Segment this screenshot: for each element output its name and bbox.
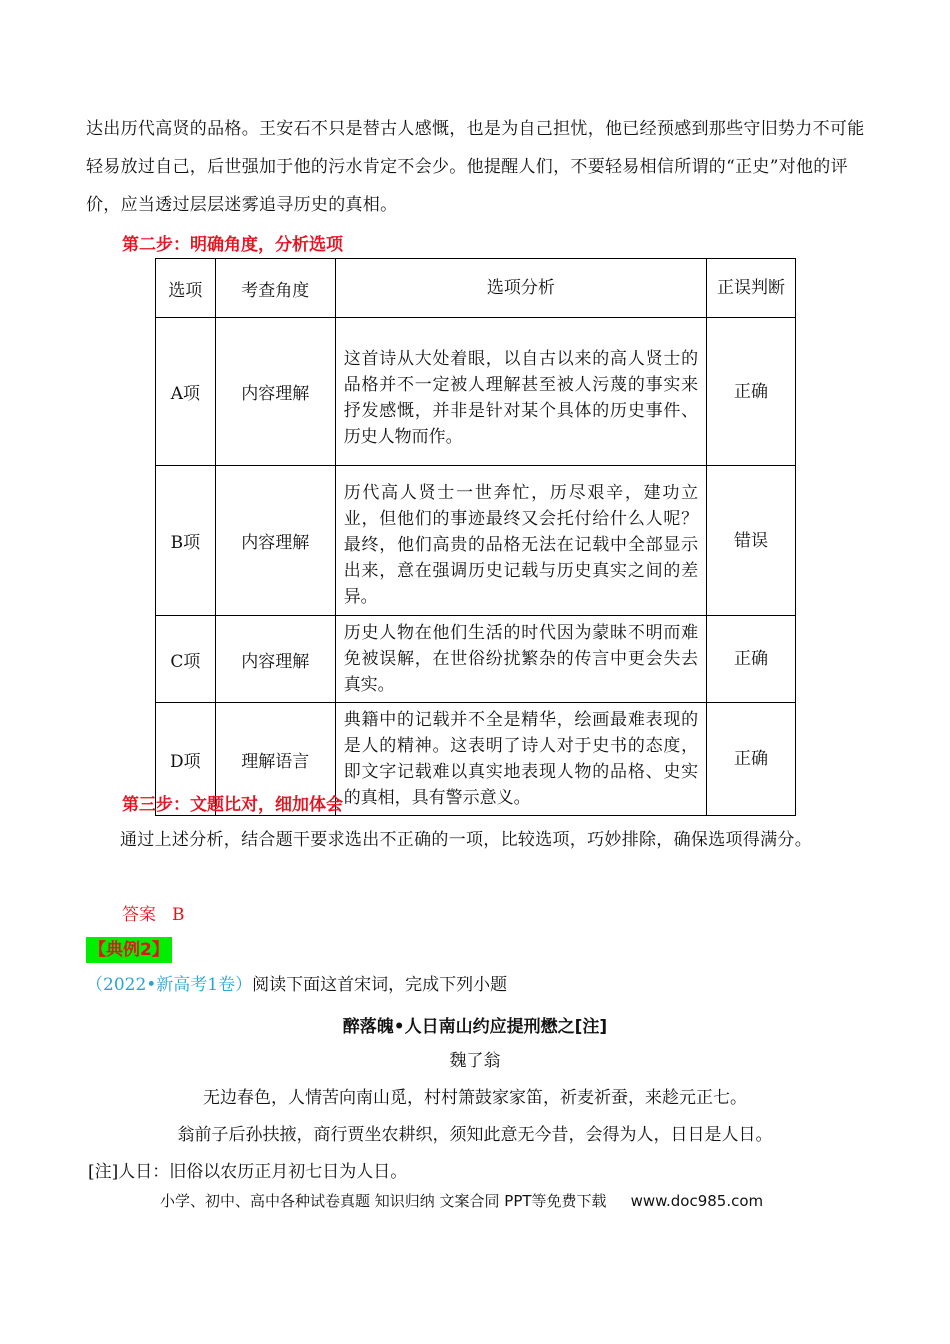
intro-paragraph: 达出历代高贤的品格。王安石不只是替古人感慨，也是为自己担忧，他已经预感到那些守旧势力不可能轻易放过自己，后世强加于他的污水肯定不会少。他提醒人们，不要轻易相信所谓的“正史”对他的评价，应当透过层层迷雾追寻历史的真相。	[86, 119, 865, 215]
row-analysis: 典籍中的记载并不全是精华，绘画最难表现的是人的精神。这表明了诗人对于史书的态度，即文字记载难以真实地表现人物的品格、史实的真相，具有警示意义。	[335, 703, 706, 816]
row-analysis: 历史人物在他们生活的时代因为蒙昧不明而难免被误解，在世俗纷扰繁杂的传言中更会失去真实。	[335, 616, 706, 703]
instruction: 阅读下面这首宋词，完成下列小题	[252, 975, 508, 995]
answer-label: 答案	[122, 905, 156, 925]
row-analysis: 历代高人贤士一世奔忙，历尽艰辛，建功立业，但他们的事迹最终又会托付给什么人呢？最终，他们高贵的品格无法在记载中全部显示出来，意在强调历史记载与历史真实之间的差异。	[335, 466, 706, 616]
row-option: B项	[156, 466, 216, 616]
poem-author: 魏了翁	[449, 1051, 501, 1071]
header-angle: 考查角度	[215, 259, 335, 318]
step3-paragraph: 通过上述分析，结合题干要求选出不正确的一项，比较选项，巧妙排除，确保选项得满分。	[120, 830, 812, 850]
poem-line: 翁前子后孙扶掖，商行贾坐农耕织，须知此意无今昔，会得为人，日日是人日。	[177, 1125, 773, 1145]
step2-heading: 第二步：明确角度，分析选项	[122, 235, 343, 255]
table-row	[156, 318, 796, 466]
footer-site-link[interactable]: www.doc985.com	[630, 1192, 764, 1210]
header-option: 选项	[156, 259, 216, 318]
table-row	[156, 616, 796, 703]
row-analysis: 这首诗从大处着眼，以自古以来的高人贤士的品格并不一定被人理解甚至被人污蔑的事实来抒发感慨，并非是针对某个具体的历史事件、历史人物而作。	[335, 318, 706, 466]
table-row	[156, 466, 796, 616]
row-option: D项	[156, 703, 216, 816]
header-judgment: 正误判断	[707, 259, 796, 318]
header-analysis: 选项分析	[335, 259, 706, 318]
poem-note: [注]人日：旧俗以农历正月初七日为人日。	[88, 1162, 408, 1182]
row-option: A项	[156, 318, 216, 466]
row-angle: 内容理解	[215, 466, 335, 616]
footer	[160, 1190, 763, 1211]
poem-line: 无边春色，人情苦向南山觅，村村箫鼓家家笛，祈麦祈蚕，来趁元正七。	[203, 1088, 747, 1108]
poem-title: 醉落魄•人日南山约应提刑懋之[注]	[342, 1017, 608, 1037]
exam-source: （2022•新高考1卷）	[86, 975, 253, 995]
row-judgment: 错误	[707, 466, 796, 616]
row-judgment: 正确	[707, 616, 796, 703]
row-judgment: 正确	[707, 318, 796, 466]
example-tag: 【典例2】	[86, 937, 172, 963]
options-table	[155, 258, 796, 816]
row-angle: 内容理解	[215, 616, 335, 703]
row-judgment: 正确	[707, 703, 796, 816]
answer	[122, 900, 185, 925]
row-angle: 内容理解	[215, 318, 335, 466]
answer-value: B	[172, 905, 185, 925]
row-angle: 理解语言	[215, 703, 335, 816]
source-line	[86, 971, 507, 999]
step3-heading: 第三步：文题比对，细加体会	[122, 795, 343, 815]
row-option: C项	[156, 616, 216, 703]
table-header-row	[156, 259, 796, 318]
footer-text: 小学、初中、高中各种试卷真题 知识归纳 文案合同 PPT等免费下载	[160, 1192, 607, 1210]
